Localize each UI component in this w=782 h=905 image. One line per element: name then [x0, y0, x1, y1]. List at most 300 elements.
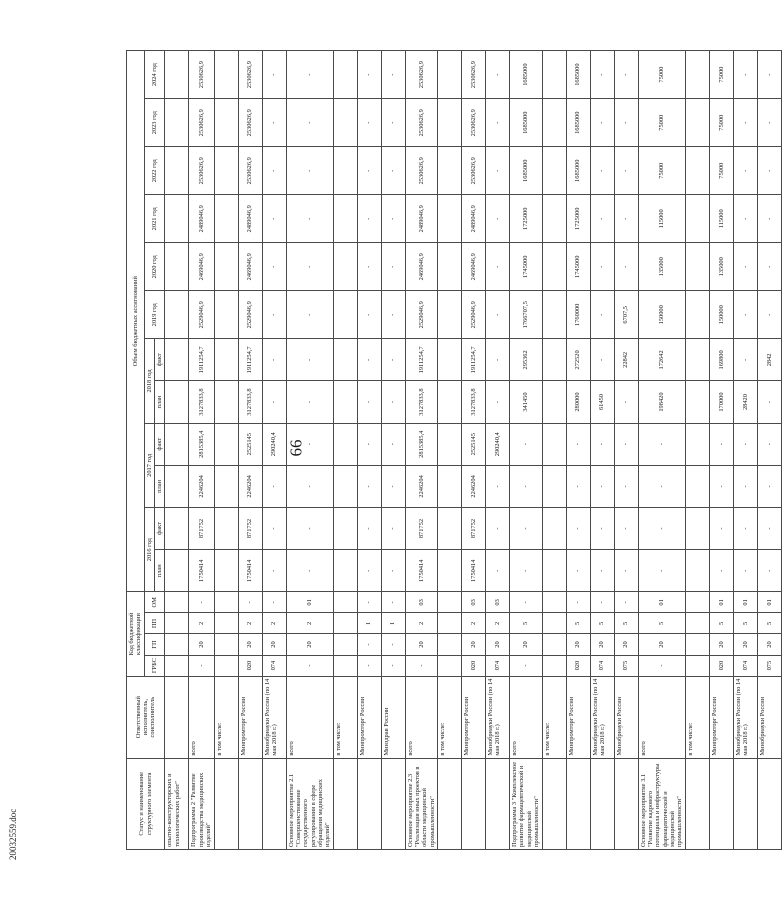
cell-y22: 75000	[638, 147, 685, 195]
cell-executor: Минобрнауки России (по 14 мая 2018 г.)	[262, 676, 286, 758]
cell-p16: -	[638, 550, 685, 592]
cell-grbs: 020	[462, 655, 486, 676]
header-2018: 2018 год	[144, 339, 154, 423]
cell-p17	[438, 465, 462, 507]
cell-om: -	[189, 592, 214, 613]
cell-y19: -	[590, 291, 614, 339]
header-pp: ПП	[144, 613, 165, 634]
cell-om	[438, 592, 462, 613]
cell-f17: -	[638, 423, 685, 465]
cell-y21: -	[262, 195, 286, 243]
header-2023: 2023 год	[144, 99, 165, 147]
cell-y20: 1745000	[510, 243, 542, 291]
cell-y23: 2530626,9	[405, 99, 437, 147]
cell-executor: в том числе:	[438, 676, 462, 758]
cell-y22: -	[757, 147, 781, 195]
cell-gp: 20	[405, 634, 437, 655]
cell-p18: -	[614, 381, 638, 423]
cell-y24: 1685000	[566, 51, 590, 99]
cell-grbs: -	[381, 655, 405, 676]
cell-f18: 1911254,7	[462, 339, 486, 381]
cell-f18: 2842	[757, 339, 781, 381]
cell-status	[381, 758, 405, 849]
cell-status	[590, 758, 614, 849]
cell-y22: -	[486, 147, 510, 195]
cell-om: 03	[405, 592, 437, 613]
cell-status: Основное мероприятие 3.1 "Развитие кадрового потенциала и инфраструктуры фармацевтической и медицинской промышленности"	[638, 758, 685, 849]
cell-gp	[542, 634, 566, 655]
cell-y22: 2530626,9	[462, 147, 486, 195]
cell-f18: 272520	[566, 339, 590, 381]
cell-gp: 20	[614, 634, 638, 655]
cell-gp	[165, 634, 189, 655]
cell-p16: -	[262, 550, 286, 592]
cell-executor: в том числе:	[685, 676, 709, 758]
cell-f18	[165, 339, 189, 381]
cell-pp: 1	[357, 613, 381, 634]
cell-gp	[333, 634, 357, 655]
cell-y21: -	[381, 195, 405, 243]
cell-f18: -	[381, 339, 405, 381]
cell-f17: 2525145	[238, 423, 262, 465]
cell-p17	[542, 465, 566, 507]
cell-y23: 75000	[638, 99, 685, 147]
cell-p16: -	[757, 550, 781, 592]
cell-executor: Минпромторг России	[462, 676, 486, 758]
cell-om: -	[590, 592, 614, 613]
cell-pp	[165, 613, 189, 634]
header-2020: 2020 год	[144, 243, 165, 291]
cell-pp: 2	[486, 613, 510, 634]
cell-grbs: 020	[238, 655, 262, 676]
cell-gp: 20	[510, 634, 542, 655]
header-gp: ГП	[144, 634, 165, 655]
header-executor: Ответственный исполнитель, соисполнитель	[127, 676, 165, 758]
table-row	[709, 51, 733, 850]
cell-pp	[214, 613, 238, 634]
cell-y20	[165, 243, 189, 291]
cell-p17	[214, 465, 238, 507]
cell-status	[542, 758, 566, 849]
cell-f18: -	[286, 339, 333, 381]
cell-y22: 2530626,9	[189, 147, 214, 195]
table-row	[542, 51, 566, 850]
cell-p17: -	[590, 465, 614, 507]
header-2022: 2022 год	[144, 147, 165, 195]
cell-grbs: -	[405, 655, 437, 676]
cell-executor: Минздрав России	[381, 676, 405, 758]
cell-y21	[333, 195, 357, 243]
cell-f17: -	[510, 423, 542, 465]
table-row	[214, 51, 238, 850]
cell-y21: -	[757, 195, 781, 243]
cell-y21: -	[614, 195, 638, 243]
cell-gp: 20	[238, 634, 262, 655]
cell-status	[566, 758, 590, 849]
cell-gp: 20	[709, 634, 733, 655]
cell-f17: -	[357, 423, 381, 465]
cell-y24: -	[357, 51, 381, 99]
cell-pp	[542, 613, 566, 634]
cell-y22: -	[590, 147, 614, 195]
cell-y24	[542, 51, 566, 99]
cell-y20: 1745000	[566, 243, 590, 291]
cell-y20: 2469046,9	[462, 243, 486, 291]
cell-om	[333, 592, 357, 613]
cell-executor: всего	[286, 676, 333, 758]
cell-y20: 2469046,9	[238, 243, 262, 291]
cell-pp: 2	[405, 613, 437, 634]
cell-p17	[165, 465, 189, 507]
cell-gp: 20	[462, 634, 486, 655]
cell-y24	[333, 51, 357, 99]
cell-y20: -	[757, 243, 781, 291]
cell-y22	[333, 147, 357, 195]
cell-y24: 2530626,9	[405, 51, 437, 99]
cell-status: Подпрограмма 3 "Комплексное развитие фармацевтической и медицинской промышленности"	[510, 758, 542, 849]
cell-y20: 135000	[709, 243, 733, 291]
cell-f17: -	[709, 423, 733, 465]
cell-y20: -	[614, 243, 638, 291]
cell-f16	[165, 507, 189, 549]
cell-y22	[438, 147, 462, 195]
cell-executor: Минпромторг России	[566, 676, 590, 758]
cell-y19: 2529046,9	[189, 291, 214, 339]
cell-y24	[685, 51, 709, 99]
cell-status	[333, 758, 357, 849]
cell-om: -	[357, 592, 381, 613]
cell-grbs	[685, 655, 709, 676]
cell-y20: -	[486, 243, 510, 291]
cell-y19	[542, 291, 566, 339]
cell-p16: -	[709, 550, 733, 592]
cell-gp: -	[357, 634, 381, 655]
cell-grbs: 020	[709, 655, 733, 676]
cell-p18	[214, 381, 238, 423]
cell-y19	[333, 291, 357, 339]
cell-y23: 2530626,9	[462, 99, 486, 147]
cell-y21	[542, 195, 566, 243]
header-plan-2018: план	[155, 381, 165, 423]
cell-y19	[214, 291, 238, 339]
cell-status: Основное мероприятие 2.1 "Совершенствование государственного регулирования в сфере обращения медицинских изделий"	[286, 758, 333, 849]
cell-p16: -	[614, 550, 638, 592]
table-row	[381, 51, 405, 850]
cell-om: 01	[286, 592, 333, 613]
cell-y20: -	[286, 243, 333, 291]
cell-y22: -	[357, 147, 381, 195]
cell-f18	[685, 339, 709, 381]
header-plan-2017: план	[155, 465, 165, 507]
cell-f18: 1911254,7	[405, 339, 437, 381]
cell-p16: -	[566, 550, 590, 592]
cell-y24	[438, 51, 462, 99]
cell-om: 01	[709, 592, 733, 613]
cell-p18	[685, 381, 709, 423]
header-grbs: ГРБС	[144, 655, 165, 676]
cell-y21: 2489046,9	[405, 195, 437, 243]
cell-f16	[333, 507, 357, 549]
cell-p18: -	[262, 381, 286, 423]
cell-f18: -	[262, 339, 286, 381]
cell-grbs: -	[510, 655, 542, 676]
cell-om: -	[614, 592, 638, 613]
cell-y19: 6707,5	[614, 291, 638, 339]
header-fact-2018: факт	[155, 339, 165, 381]
cell-pp: 2	[238, 613, 262, 634]
cell-om: -	[262, 592, 286, 613]
cell-gp	[438, 634, 462, 655]
cell-y24: 2530626,9	[238, 51, 262, 99]
cell-y22: 2530626,9	[238, 147, 262, 195]
cell-y23: -	[286, 99, 333, 147]
cell-f17: 290240,4	[262, 423, 286, 465]
cell-executor: в том числе:	[333, 676, 357, 758]
cell-gp: 20	[733, 634, 757, 655]
table-row	[590, 51, 614, 850]
cell-y19: -	[733, 291, 757, 339]
cell-f18: -	[486, 339, 510, 381]
cell-om: 01	[757, 592, 781, 613]
cell-pp: 5	[510, 613, 542, 634]
table-row	[638, 51, 685, 850]
cell-f16: -	[510, 507, 542, 549]
cell-f18: 169800	[709, 339, 733, 381]
cell-executor: в том числе:	[542, 676, 566, 758]
cell-p18: -	[757, 381, 781, 423]
cell-y20: -	[381, 243, 405, 291]
cell-status	[262, 758, 286, 849]
cell-y21: -	[733, 195, 757, 243]
cell-y19: 2529046,9	[238, 291, 262, 339]
cell-grbs	[165, 655, 189, 676]
cell-f17: 2525145	[462, 423, 486, 465]
cell-f16: -	[381, 507, 405, 549]
cell-status: Подпрограмма 2 "Развитие производства медицинских изделий"	[189, 758, 214, 849]
cell-pp: 5	[566, 613, 590, 634]
cell-om: -	[381, 592, 405, 613]
cell-y24	[214, 51, 238, 99]
cell-y22	[685, 147, 709, 195]
cell-pp: 2	[189, 613, 214, 634]
cell-p17: -	[286, 465, 333, 507]
cell-gp: 20	[486, 634, 510, 655]
cell-grbs: -	[357, 655, 381, 676]
cell-om	[542, 592, 566, 613]
header-status: Статус и наименование структурного элемента	[127, 758, 165, 849]
cell-y19: -	[357, 291, 381, 339]
cell-y23	[165, 99, 189, 147]
cell-f16: -	[638, 507, 685, 549]
cell-y20	[333, 243, 357, 291]
table-row	[614, 51, 638, 850]
cell-p18: 3127833,8	[189, 381, 214, 423]
cell-om: 03	[486, 592, 510, 613]
table-row	[438, 51, 462, 850]
table-row	[165, 51, 189, 850]
cell-p17: 2246204	[189, 465, 214, 507]
cell-p16	[333, 550, 357, 592]
cell-pp: 2	[262, 613, 286, 634]
cell-om	[685, 592, 709, 613]
cell-y19: -	[757, 291, 781, 339]
cell-f16: -	[357, 507, 381, 549]
cell-p16: -	[510, 550, 542, 592]
cell-f17: 290240,4	[486, 423, 510, 465]
cell-executor: всего	[189, 676, 214, 758]
cell-y23	[438, 99, 462, 147]
cell-f16: -	[614, 507, 638, 549]
cell-f18: 1911254,7	[189, 339, 214, 381]
header-volume: Объем бюджетных ассигнований	[127, 51, 145, 592]
cell-f17	[214, 423, 238, 465]
cell-grbs: -	[189, 655, 214, 676]
cell-p17: -	[486, 465, 510, 507]
table-row	[405, 51, 437, 850]
cell-f18: 22842	[614, 339, 638, 381]
cell-executor: Минпромторг России	[238, 676, 262, 758]
cell-p17: 2246204	[462, 465, 486, 507]
cell-pp	[333, 613, 357, 634]
cell-y19: -	[381, 291, 405, 339]
cell-y22	[214, 147, 238, 195]
cell-y24: -	[286, 51, 333, 99]
cell-y19: 2529046,9	[462, 291, 486, 339]
cell-y23: -	[357, 99, 381, 147]
cell-p16: -	[590, 550, 614, 592]
cell-pp	[438, 613, 462, 634]
cell-y22: 1685000	[510, 147, 542, 195]
cell-y19: -	[286, 291, 333, 339]
table-row	[510, 51, 542, 850]
cell-f16: -	[262, 507, 286, 549]
cell-f16: -	[709, 507, 733, 549]
cell-status	[438, 758, 462, 849]
cell-executor: Минобрнауки России (по 14 мая 2018 г.)	[590, 676, 614, 758]
cell-f16	[214, 507, 238, 549]
cell-f16: -	[590, 507, 614, 549]
cell-y22: -	[381, 147, 405, 195]
cell-y19	[685, 291, 709, 339]
cell-f17: -	[757, 423, 781, 465]
cell-p16	[685, 550, 709, 592]
cell-pp: 5	[590, 613, 614, 634]
cell-executor: в том числе:	[214, 676, 238, 758]
cell-y19: -	[262, 291, 286, 339]
cell-om: 03	[462, 592, 486, 613]
cell-p16: 1750414	[405, 550, 437, 592]
table-row	[757, 51, 781, 850]
cell-status: опытно-конструкторских и технологических работ"	[165, 758, 189, 849]
cell-y22: -	[262, 147, 286, 195]
cell-om: -	[238, 592, 262, 613]
cell-pp: 5	[709, 613, 733, 634]
cell-gp: 20	[286, 634, 333, 655]
header-plan-2016: план	[155, 550, 165, 592]
cell-y21: 1725000	[510, 195, 542, 243]
cell-y23: -	[614, 99, 638, 147]
cell-y24: 1685000	[510, 51, 542, 99]
cell-y24: -	[590, 51, 614, 99]
cell-status	[357, 758, 381, 849]
header-om: ОМ	[144, 592, 165, 613]
cell-y24: 75000	[709, 51, 733, 99]
cell-p17: -	[614, 465, 638, 507]
cell-y22: 75000	[709, 147, 733, 195]
cell-pp: 2	[462, 613, 486, 634]
cell-p18: 61450	[590, 381, 614, 423]
cell-y24: -	[757, 51, 781, 99]
cell-status	[757, 758, 781, 849]
cell-y24: -	[381, 51, 405, 99]
cell-grbs: 074	[590, 655, 614, 676]
cell-y23: 75000	[709, 99, 733, 147]
cell-p17: -	[566, 465, 590, 507]
cell-y20: -	[590, 243, 614, 291]
cell-f18: -	[590, 339, 614, 381]
cell-y20	[685, 243, 709, 291]
header-2019: 2019 год	[144, 291, 165, 339]
header-2021: 2021 год	[144, 195, 165, 243]
cell-grbs: 074	[733, 655, 757, 676]
cell-y21: -	[486, 195, 510, 243]
cell-status	[462, 758, 486, 849]
cell-grbs	[438, 655, 462, 676]
cell-y23: -	[486, 99, 510, 147]
header-2016: 2016 год	[144, 507, 154, 591]
cell-p18: 3127833,8	[238, 381, 262, 423]
cell-y19: 1760000	[566, 291, 590, 339]
cell-f18: 295362	[510, 339, 542, 381]
cell-y23	[542, 99, 566, 147]
cell-f16: -	[757, 507, 781, 549]
cell-y21	[214, 195, 238, 243]
header-fact-2016: факт	[155, 507, 165, 549]
cell-gp: 20	[262, 634, 286, 655]
cell-y19	[165, 291, 189, 339]
cell-y23	[214, 99, 238, 147]
cell-f16	[685, 507, 709, 549]
cell-y23: 1685000	[566, 99, 590, 147]
cell-f16: -	[566, 507, 590, 549]
cell-p16: 1750414	[462, 550, 486, 592]
cell-p16: 1750414	[189, 550, 214, 592]
cell-status	[685, 758, 709, 849]
cell-p18: 170000	[709, 381, 733, 423]
cell-y23: -	[262, 99, 286, 147]
cell-f16	[542, 507, 566, 549]
cell-y23	[685, 99, 709, 147]
cell-p16: -	[381, 550, 405, 592]
header-classification: Код бюджетной классификации	[127, 592, 145, 676]
cell-executor	[165, 676, 189, 758]
cell-y21	[165, 195, 189, 243]
cell-y21: -	[590, 195, 614, 243]
table-row	[238, 51, 262, 850]
cell-f17	[165, 423, 189, 465]
cell-p18: 3127833,8	[462, 381, 486, 423]
cell-y19: 1766707,5	[510, 291, 542, 339]
cell-y19	[438, 291, 462, 339]
cell-f16: 871752	[238, 507, 262, 549]
table-row	[566, 51, 590, 850]
cell-p16: -	[486, 550, 510, 592]
cell-f16: 871752	[462, 507, 486, 549]
cell-executor: всего	[405, 676, 437, 758]
header-2024: 2024 год	[144, 51, 165, 99]
cell-pp	[685, 613, 709, 634]
cell-p17	[685, 465, 709, 507]
